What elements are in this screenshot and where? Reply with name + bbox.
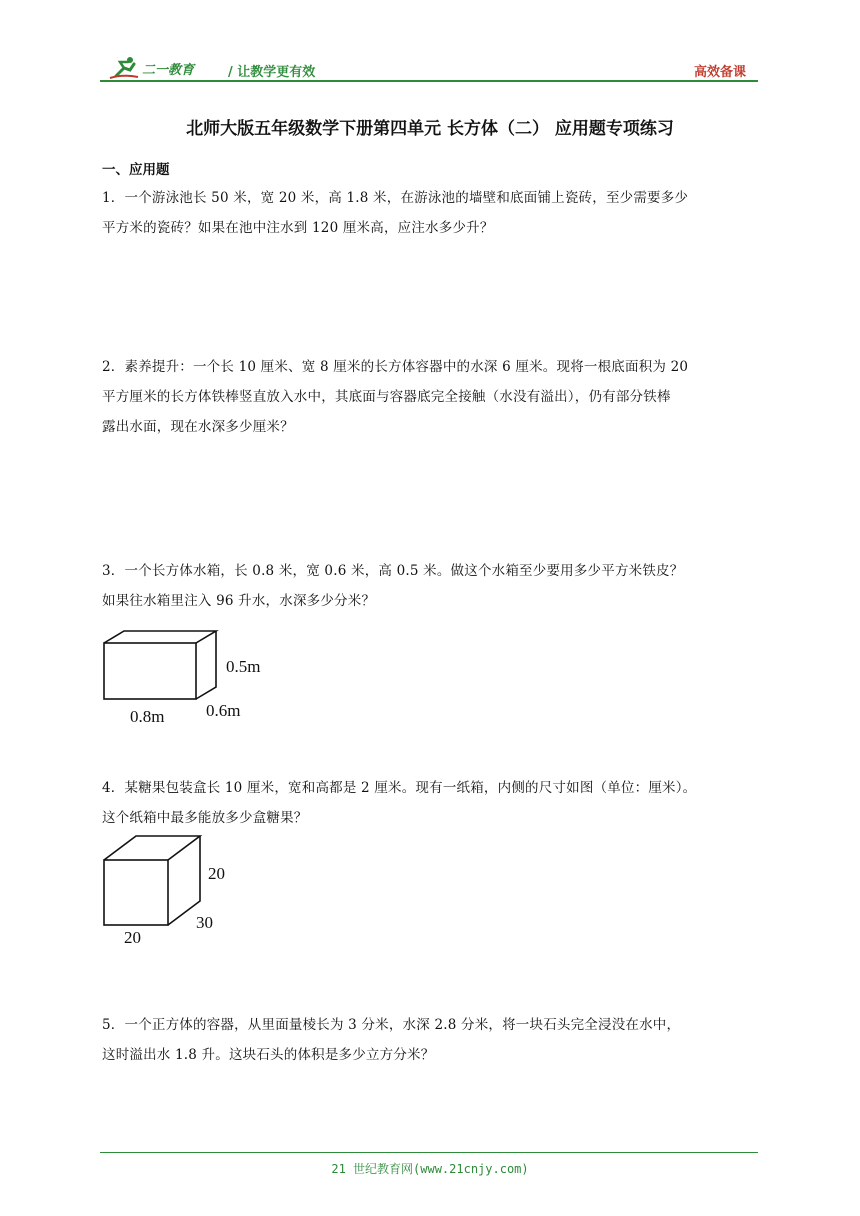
logo-text: 二一教育 [142, 63, 195, 78]
header-divider [100, 80, 758, 82]
question-line: 平方厘米的长方体铁棒竖直放入水中，其底面与容器底完全接触（水没有溢出），仍有部分铁棒 [102, 389, 671, 405]
question-line: 平方米的瓷砖？如果在池中注水到 120 厘米高，应注水多少升？ [102, 220, 494, 236]
question-2 [102, 352, 762, 442]
question-line: 2．素养提升：一个长 10 厘米、宽 8 厘米的长方体容器中的水深 6 厘米。现将一根底面积为 20 [102, 359, 689, 375]
cuboid-figure-2 [100, 833, 250, 948]
question-3 [102, 556, 762, 616]
question-line: 4．某糖果包装盒长 10 厘米，宽和高都是 2 厘米。现有一纸箱，内侧的尺寸如图（单位：厘米）。 [102, 780, 697, 796]
figure-length-label: 20 [124, 928, 141, 947]
figure-height-label: 0.5m [226, 657, 261, 676]
box-front-face [104, 860, 168, 925]
question-line: 露出水面，现在水深多少厘米？ [102, 419, 294, 435]
footer-source: 21 世纪教育网(www.21cnjy.com) [331, 1162, 529, 1176]
footer-divider [100, 1152, 758, 1153]
cuboid-top-face [104, 631, 216, 643]
question-1 [102, 183, 762, 243]
figure-width-label: 30 [196, 913, 213, 932]
question-line: 这时溢出水 1.8 升。这块石头的体积是多少立方分米？ [102, 1047, 435, 1063]
logo [108, 56, 208, 80]
cuboid-figure-1 [100, 628, 280, 728]
header-brand: 高效备课 [693, 65, 746, 80]
page-header [100, 56, 758, 82]
box-top-face [104, 836, 200, 860]
page-title: 北师大版五年级数学下册第四单元 长方体（二） 应用题专项练习 [186, 119, 674, 139]
question-line: 1．一个游泳池长 50 米，宽 20 米，高 1.8 米，在游泳池的墙壁和底面铺上瓷砖，至少需要多少 [102, 190, 689, 206]
question-line: 这个纸箱中最多能放多少盒糖果？ [102, 810, 308, 826]
figure-width-label: 0.6m [206, 701, 241, 720]
box-side-face [168, 836, 200, 925]
runner-logo-icon [108, 56, 142, 80]
section-heading: 一、应用题 [102, 162, 170, 178]
question-line: 如果往水箱里注入 96 升水，水深多少分米？ [102, 593, 376, 609]
question-4 [102, 773, 762, 833]
figure-height-label: 20 [208, 864, 225, 883]
question-line: 5．一个正方体的容器，从里面量棱长为 3 分米，水深 2.8 分米，将一块石头完全浸没在水中， [102, 1017, 681, 1033]
question-5 [102, 1010, 762, 1070]
header-slogan: / 让教学更有效 [228, 65, 316, 80]
question-line: 3．一个长方体水箱，长 0.8 米，宽 0.6 米，高 0.5 米。做这个水箱至少要用多少平方米铁皮？ [102, 563, 684, 579]
cuboid-front-face [104, 643, 196, 699]
figure-length-label: 0.8m [130, 707, 165, 726]
